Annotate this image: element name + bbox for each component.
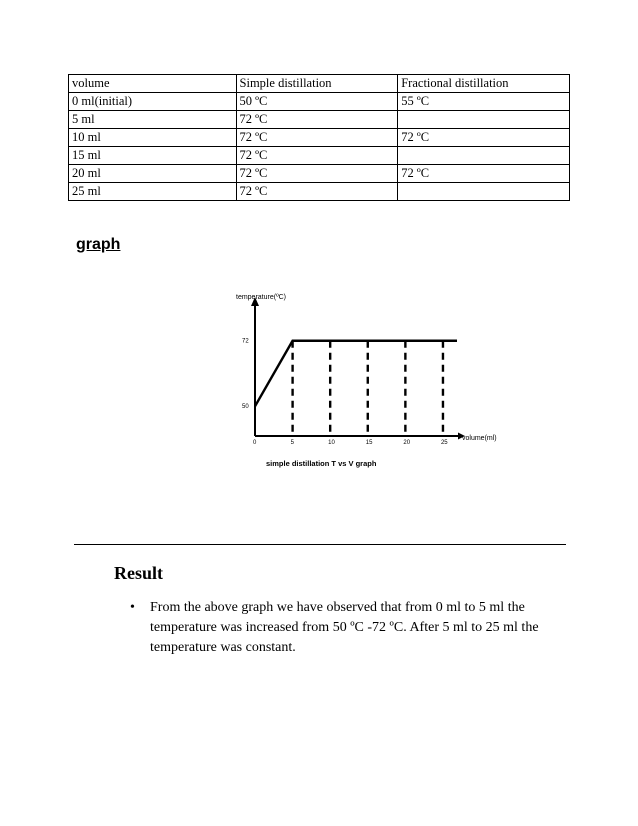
distillation-table xyxy=(68,74,570,201)
table-row xyxy=(69,147,570,165)
table-row xyxy=(69,183,570,201)
table-row xyxy=(69,129,570,147)
cell-fractional: 55 ºC xyxy=(398,93,570,111)
cell-fractional: 72 ºC xyxy=(398,129,570,147)
cell-fractional xyxy=(398,183,570,201)
cell-fractional: 72 ºC xyxy=(398,165,570,183)
x-axis-label: volume(ml) xyxy=(462,435,497,442)
header-fractional-distillation: Fractional distillation xyxy=(398,75,570,93)
x-tick-label-15: 15 xyxy=(365,440,373,446)
cell-volume: 15 ml xyxy=(69,147,237,165)
cell-volume: 25 ml xyxy=(69,183,237,201)
chart-series xyxy=(255,341,457,406)
x-tick-label-10: 10 xyxy=(328,440,335,446)
y-tick-label-50: 50 xyxy=(242,404,249,411)
x-tick-label-20: 20 xyxy=(403,440,411,446)
temperature-series-line xyxy=(255,341,457,406)
cell-fractional xyxy=(398,111,570,129)
chart-drop-lines xyxy=(293,341,443,436)
y-axis-label: temperature(ºC) xyxy=(236,294,287,301)
y-tick-label-72: 72 xyxy=(242,338,249,345)
chart-caption: simple distillation T vs V graph xyxy=(266,459,377,468)
cell-simple: 72 ºC xyxy=(236,147,398,165)
cell-fractional xyxy=(398,147,570,165)
cell-simple: 72 ºC xyxy=(236,129,398,147)
chart-axes xyxy=(251,297,465,440)
graph-heading: graph xyxy=(76,236,121,253)
horizontal-divider xyxy=(74,544,566,545)
cell-simple: 50 ºC xyxy=(236,93,398,111)
x-tick-label-0: 0 xyxy=(253,440,257,446)
cell-simple: 72 ºC xyxy=(236,111,398,129)
result-heading: Result xyxy=(114,563,163,583)
x-tick-label-25: 25 xyxy=(440,440,448,446)
x-tick-label-5: 5 xyxy=(290,440,294,446)
table-row xyxy=(69,165,570,183)
list-item xyxy=(130,598,570,658)
cell-volume: 0 ml(initial) xyxy=(69,93,237,111)
cell-simple: 72 ºC xyxy=(236,165,398,183)
header-volume: volume xyxy=(69,75,237,93)
result-bullet-list xyxy=(130,598,570,658)
header-simple-distillation: Simple distillation xyxy=(236,75,398,93)
cell-simple: 72 ºC xyxy=(236,183,398,201)
table-header-row xyxy=(69,75,570,93)
cell-volume: 20 ml xyxy=(69,165,237,183)
cell-volume: 5 ml xyxy=(69,111,237,129)
table-row xyxy=(69,111,570,129)
cell-volume: 10 ml xyxy=(69,129,237,147)
temperature-volume-chart xyxy=(228,288,497,478)
bullet-icon: • xyxy=(130,600,135,615)
chart-tick-labels xyxy=(242,339,448,446)
result-text: From the above graph we have observed that from 0 ml to 5 ml the temperature was increased from 50 ºC -72 ºC. After 5 ml to 25 ml the temperature was constant. xyxy=(150,600,539,655)
table-row xyxy=(69,93,570,111)
